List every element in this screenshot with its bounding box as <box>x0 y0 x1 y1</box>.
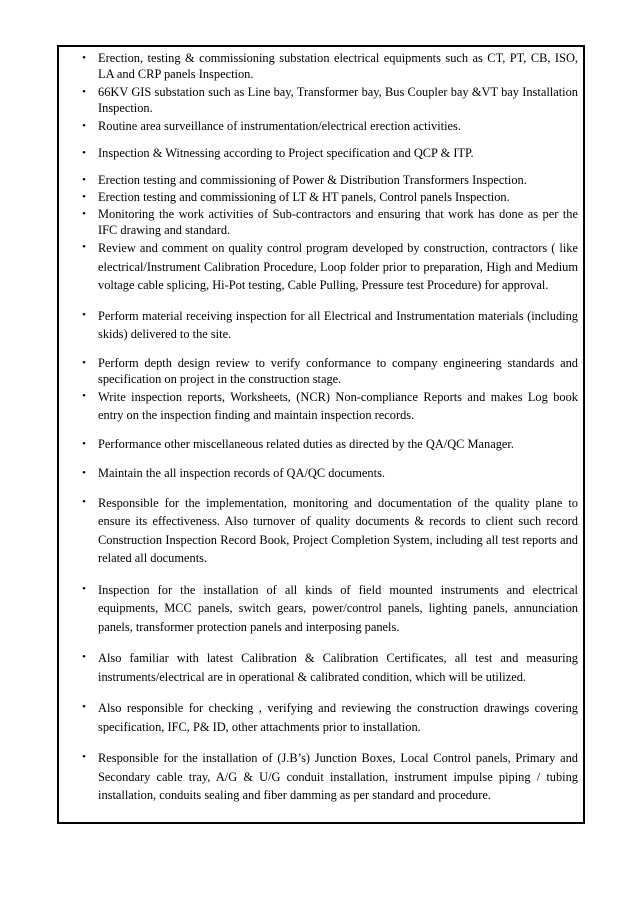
list-item-text: Perform material receiving inspection for all Electrical and Instrumentation materials (including skids) delivered to the site. <box>98 308 578 341</box>
list-item-text: Performance other miscellaneous related duties as directed by the QA/QC Manager. <box>98 436 514 451</box>
list-item <box>76 465 578 481</box>
list-item <box>76 189 578 205</box>
list-item <box>76 699 578 736</box>
list-item-text: Monitoring the work activities of Sub-contractors and ensuring that work has done as per the IFC drawing and standard. <box>98 207 578 237</box>
list-item-text: Inspection & Witnessing according to Project specification and QCP & ITP. <box>98 146 474 160</box>
list-item <box>76 494 578 568</box>
bullet-icon: • <box>82 437 86 450</box>
bullet-icon: • <box>82 86 86 98</box>
bullet-icon: • <box>82 651 86 663</box>
list-item <box>76 749 578 805</box>
bullet-icon: • <box>82 147 86 159</box>
bullet-icon: • <box>82 308 86 321</box>
bullet-icon: • <box>82 582 86 595</box>
bullet-icon: • <box>82 208 86 220</box>
list-item <box>76 581 578 637</box>
list-item-text: Write inspection reports, Worksheets, (NCR) Non-compliance Reports and makes Log book entry on the inspection finding and maintain inspection records. <box>98 389 578 422</box>
list-item-text: Responsible for the implementation, monitoring and documentation of the quality plane to ensure its effectiveness. Also turnover of quality documents & records to client such record Construction Inspection Record Book, Project Completion System, including all test reports and related all documents. <box>98 495 578 565</box>
bullet-icon: • <box>82 701 86 713</box>
bullet-icon: • <box>82 241 86 253</box>
list-item-text: Erection testing and commissioning of LT & HT panels, Control panels Inspection. <box>98 190 510 204</box>
list-item <box>76 206 578 238</box>
bullet-icon: • <box>82 174 86 186</box>
list-item-text: Review and comment on quality control program developed by construction, contractors ( like electrical/Instrument Calibration Procedure, Loop folder prior to preparation, High and Medium voltage cable splicing, Hi-Pot testing, Cable Pulling, Pressure test Procedure) for approval. <box>98 241 578 292</box>
list-item-text: Maintain the all inspection records of QA/QC documents. <box>98 465 385 480</box>
bullet-icon: • <box>82 466 86 479</box>
list-item <box>76 84 578 116</box>
bullet-icon: • <box>82 191 86 203</box>
list-item <box>76 355 578 387</box>
list-item <box>76 436 578 452</box>
list-item-text: Erection, testing & commissioning substation electrical equipments such as CT, PT, CB, ISO, LA and CRP panels Inspection. <box>98 51 578 81</box>
bullet-icon: • <box>82 356 86 369</box>
bullet-icon: • <box>82 495 86 508</box>
list-item <box>76 239 578 295</box>
bullet-icon: • <box>82 52 86 64</box>
list-item-text: Also familiar with latest Calibration & Calibration Certificates, all test and measuring instruments/electrical are in operational & calibrated condition, which will be utilized. <box>98 651 578 684</box>
bullet-icon: • <box>82 120 86 132</box>
list-item <box>76 118 578 134</box>
list-item <box>76 172 578 188</box>
list-item <box>76 145 578 161</box>
bullet-icon: • <box>82 751 86 763</box>
list-item-text: Routine area surveillance of instrumentation/electrical erection activities. <box>98 119 461 133</box>
list-item-text: 66KV GIS substation such as Line bay, Transformer bay, Bus Coupler bay &VT bay Installation Inspection. <box>98 85 578 115</box>
list-item <box>76 649 578 686</box>
list-item <box>76 50 578 82</box>
responsibilities-list <box>76 50 578 805</box>
list-item-text: Responsible for the installation of (J.B’s) Junction Boxes, Local Control panels, Primary and Secondary cable tray, A/G & U/G conduit installation, instrument impulse piping / tubing installation, conduits sealing and fiber damming as per standard and procedure. <box>98 751 578 802</box>
list-item-text: Erection testing and commissioning of Power & Distribution Transformers Inspection. <box>98 173 527 187</box>
list-item-text: Also responsible for checking , verifying and reviewing the construction drawings covering specification, IFC, P& ID, other attachments prior to installation. <box>98 701 578 734</box>
list-item-text: Inspection for the installation of all kinds of field mounted instruments and electrical equipments, MCC panels, switch gears, power/control panels, lighting panels, annunciation panels, transformer protection panels and interposing panels. <box>98 582 578 634</box>
list-item-text: Perform depth design review to verify conformance to company engineering standards and specification on project in the construction stage. <box>98 355 578 386</box>
bullet-icon: • <box>82 389 86 402</box>
list-item <box>76 307 578 344</box>
list-item <box>76 388 578 425</box>
